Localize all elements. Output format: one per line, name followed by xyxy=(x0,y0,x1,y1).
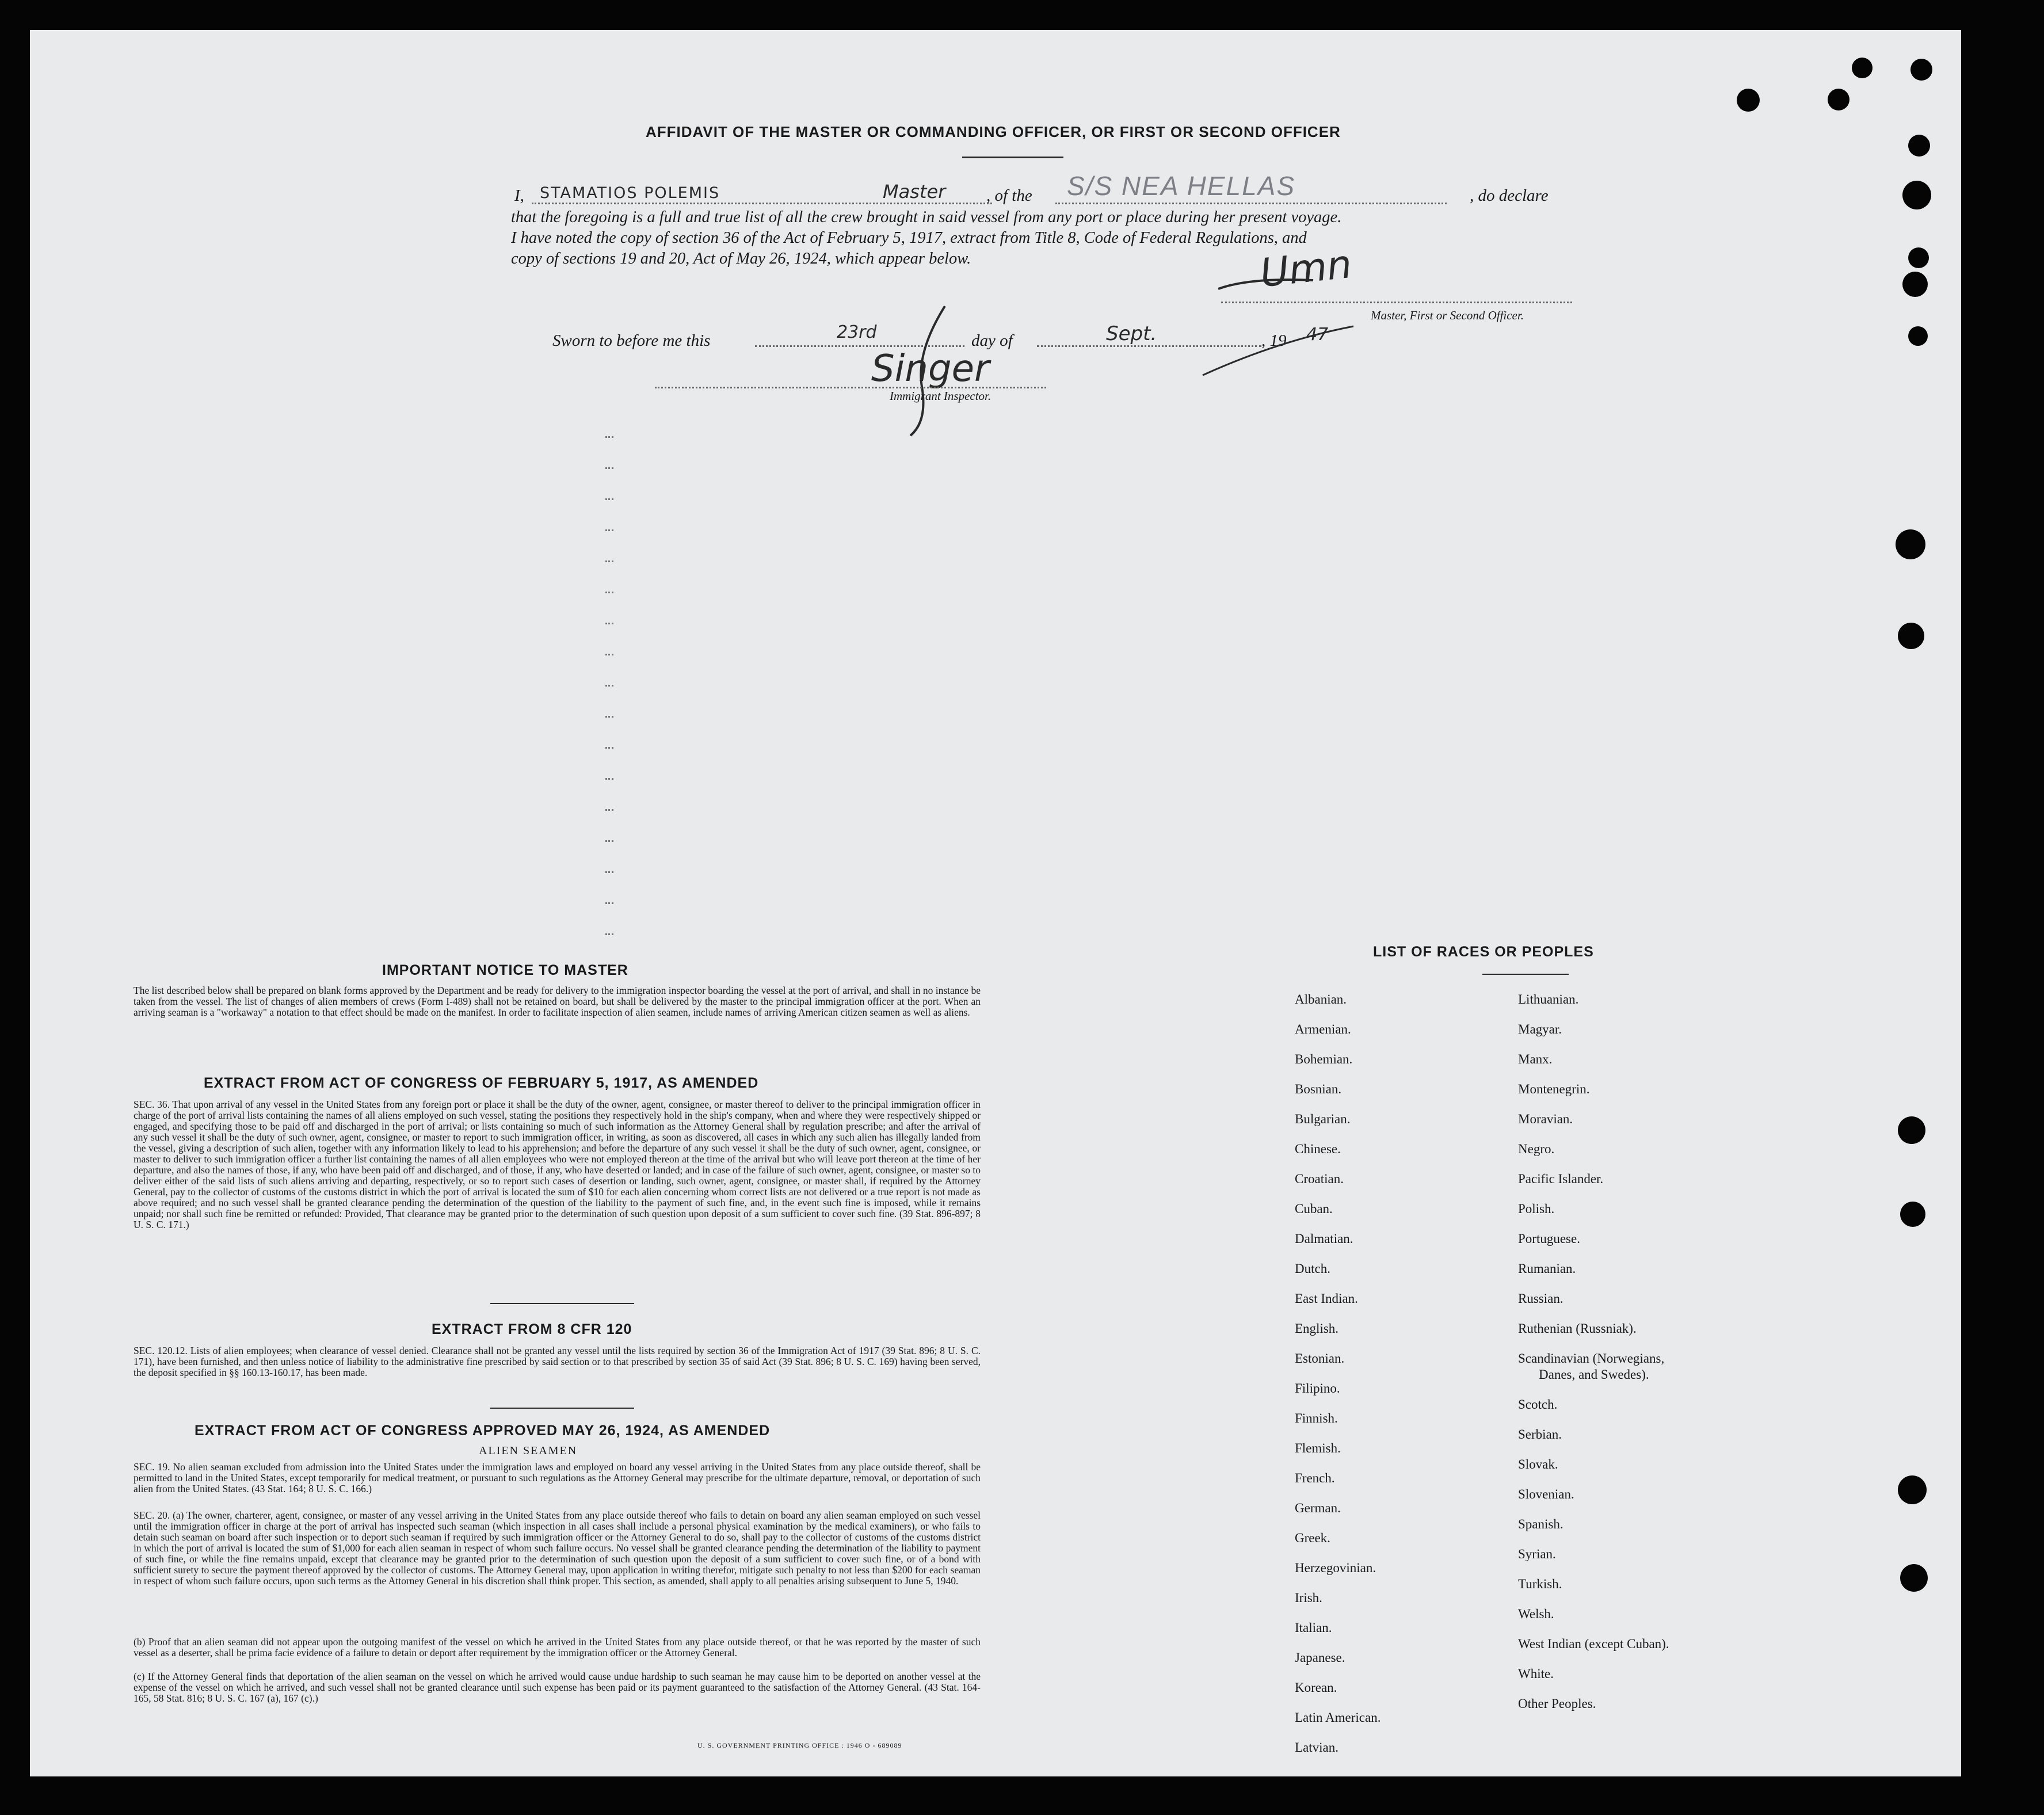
name-blank xyxy=(532,203,992,204)
race-item: Estonian. xyxy=(1295,1351,1345,1366)
race-item: Flemish. xyxy=(1295,1441,1341,1455)
gpo-imprint: U. S. GOVERNMENT PRINTING OFFICE : 1946 O - 689089 xyxy=(697,1741,902,1749)
extract-1924-subtitle: ALIEN SEAMEN xyxy=(479,1444,578,1457)
punch-hole xyxy=(1908,135,1930,157)
race-item: Slovenian. xyxy=(1518,1487,1574,1501)
race-item: Dalmatian. xyxy=(1295,1231,1353,1246)
signature-flourish xyxy=(1215,266,1319,295)
race-item: Albanian. xyxy=(1295,992,1347,1006)
punch-hole xyxy=(1737,89,1760,112)
punch-hole xyxy=(1908,326,1928,346)
inspector-flourish xyxy=(882,300,951,439)
tick-mark xyxy=(605,529,613,531)
race-item: French. xyxy=(1295,1471,1335,1485)
punch-hole xyxy=(1898,1116,1925,1144)
tick-mark xyxy=(605,498,613,500)
day-of-label: day of xyxy=(971,331,1013,350)
sworn-label: Sworn to before me this xyxy=(552,331,711,350)
race-item: Italian. xyxy=(1295,1620,1332,1635)
extract-8cfr-body: SEC. 120.12. Lists of alien employees; when clearance of vessel denied. Clearance shall not be granted any vessel until the lists required by section 36 of the Immigration Act of 1917 (39 Stat. 896; 8 U. S. C. 171), have been furnished, and then unless notice of liability to the administrative fine prescribed by said section or to that prescribed by section 35 of said Act (39 Stat. 896; 8 U. S. C. 169) having been served, the deposit specified in §§ 160.13-160.17, has been made. xyxy=(134,1345,981,1378)
tick-mark xyxy=(605,840,613,842)
race-item: Dutch. xyxy=(1295,1261,1330,1276)
race-item: Japanese. xyxy=(1295,1650,1345,1665)
affidavit-title: AFFIDAVIT OF THE MASTER OR COMMANDING OFFICER, OR FIRST OR SECOND OFFICER xyxy=(646,123,1341,140)
race-item: Lithuanian. xyxy=(1518,992,1579,1006)
year-value: 47 xyxy=(1306,325,1329,345)
race-item: Manx. xyxy=(1518,1052,1553,1066)
inspector-caption: Immigrant Inspector. xyxy=(890,389,992,403)
race-item: Ruthenian (Russniak). xyxy=(1518,1321,1637,1336)
month-value: Sept. xyxy=(1106,322,1157,345)
race-item: Pacific Islander. xyxy=(1518,1172,1604,1186)
section-divider xyxy=(490,1408,634,1409)
race-item: Bohemian. xyxy=(1295,1052,1353,1066)
race-item: Latvian. xyxy=(1295,1740,1338,1755)
race-item: Scotch. xyxy=(1518,1397,1558,1412)
punch-hole xyxy=(1902,272,1928,297)
punch-hole xyxy=(1900,1564,1928,1592)
race-item: Turkish. xyxy=(1518,1577,1562,1591)
punch-hole xyxy=(1828,89,1849,110)
officer-signature: Umn xyxy=(1258,241,1354,297)
race-item: Cuban. xyxy=(1295,1202,1333,1216)
tick-mark xyxy=(605,778,613,780)
race-item: Rumanian. xyxy=(1518,1261,1576,1276)
race-item: Other Peoples. xyxy=(1518,1696,1596,1711)
title-divider xyxy=(962,157,1063,158)
race-item: English. xyxy=(1295,1321,1339,1336)
race-item: Syrian. xyxy=(1518,1547,1556,1561)
race-item: Bosnian. xyxy=(1295,1082,1342,1096)
sec20c-body: (c) If the Attorney General finds that deportation of the alien seaman on the vessel on which he arrived would cause undue hardship to such seaman he may cause him to be deported on another vessel at the expense of the vessel on which he arrived, and such vessel shall not be granted clearance until such expense has been paid or its payment guaranteed to the satisfaction of the Attorney General. (43 Stat. 164-165, 58 Stat. 816; 8 U. S. C. 167 (a), 167 (c).) xyxy=(134,1671,981,1704)
year-prefix: , 19 xyxy=(1261,331,1287,350)
race-item: Finnish. xyxy=(1295,1411,1338,1425)
race-item: Danes, and Swedes). xyxy=(1539,1367,1649,1382)
inspector-signature: Singer xyxy=(871,348,990,390)
notice-title: IMPORTANT NOTICE TO MASTER xyxy=(382,962,628,978)
race-item: Croatian. xyxy=(1295,1172,1344,1186)
race-item: German. xyxy=(1295,1501,1341,1515)
race-item: Greek. xyxy=(1295,1531,1330,1545)
races-divider xyxy=(1482,974,1569,975)
race-item: Slovak. xyxy=(1518,1457,1558,1471)
extract-8cfr-title: EXTRACT FROM 8 CFR 120 xyxy=(432,1321,632,1337)
race-item: Welsh. xyxy=(1518,1607,1554,1621)
rank-value: Master xyxy=(883,181,946,203)
affidavit-line2: that the foregoing is a full and true list of all the crew brought in said vessel from any port or place during her present voyage. xyxy=(511,208,1342,226)
declarant-prefix: I, xyxy=(514,186,524,205)
punch-hole xyxy=(1852,58,1873,78)
race-item: East Indian. xyxy=(1295,1291,1358,1306)
notice-body: The list described below shall be prepared on blank forms approved by the Department and be ready for delivery to the immigration inspector boarding the vessel at the port of arrival, and shall in no instance be taken from the vessel. The list of changes of alien members of crews (Form I-489) shall not be retained on board, but shall be delivered by the master to the principal immigration officer at the port. When an arriving seaman is a "workaway" a notation to that effect should be made on the manifest. In order to facilitate inspection of alien seamen, include names of arriving American citizen seamen as well as aliens. xyxy=(134,985,981,1018)
punch-hole xyxy=(1900,1202,1925,1227)
do-declare-label: , do declare xyxy=(1470,186,1549,205)
tick-mark xyxy=(605,809,613,811)
punch-hole xyxy=(1898,623,1924,649)
race-item: Herzegovinian. xyxy=(1295,1561,1376,1575)
tick-mark xyxy=(605,623,613,624)
tick-mark xyxy=(605,654,613,655)
race-item: Russian. xyxy=(1518,1291,1563,1306)
sec20a-body: SEC. 20. (a) The owner, charterer, agent, consignee, or master of any vessel arriving in the United States from any place outside thereof who fails to detain on board any alien seaman employed on such vessel until the immigration officer in charge at the port of arrival has inspected such seaman (which inspection in all cases shall include a personal physical examination by the medical examiners), or who fails to detain such seaman on board after such inspection or to deport such seaman if required by such immigration officer or the Attorney General to do so, shall pay to the collector of customs of the customs district in which the port of arrival is located the sum of $1,000 for each alien seaman in respect of whom such failure occurs. No vessel shall be granted clearance pending the determination of the liability to payment of such fine, or while the fine remains unpaid, except that clearance may be granted prior to the determination of such question upon the deposit of a sum sufficient to cover such fine, or of a bond with sufficient surety to secure the payment thereof approved by the collector of customs. The Attorney General may, upon application in writing therefor, mitigate such penalty to not less than $200 for each seaman in respect of whom such failure occurs, upon such terms as the Attorney General in his discretion shall think proper. This section, as amended, shall apply to all penalties arising subsequent to June 5, 1940. xyxy=(134,1509,981,1587)
officer-caption: Master, First or Second Officer. xyxy=(1371,308,1524,322)
races-title: LIST OF RACES OR PEOPLES xyxy=(1373,944,1594,960)
race-item: Scandinavian (Norwegians, xyxy=(1518,1351,1665,1366)
punch-hole xyxy=(1898,1475,1927,1504)
race-item: Filipino. xyxy=(1295,1381,1340,1395)
tick-mark xyxy=(605,747,613,749)
race-item: Korean. xyxy=(1295,1680,1337,1695)
race-item: Moravian. xyxy=(1518,1112,1573,1126)
tick-mark xyxy=(605,592,613,593)
tick-mark xyxy=(605,933,613,935)
sec20b-body: (b) Proof that an alien seaman did not appear upon the outgoing manifest of the vessel on which he arrived in the United States from any place outside thereof, or that he was reported by the master of such vessel as a deserter, shall be prima facie evidence of a failure to detain or deport after requirement by the immigration officer or the Attorney General. xyxy=(134,1636,981,1658)
race-item: White. xyxy=(1518,1667,1554,1681)
tick-mark xyxy=(605,685,613,687)
affidavit-line1 xyxy=(514,171,1585,205)
race-item: Montenegrin. xyxy=(1518,1082,1590,1096)
tick-mark xyxy=(605,716,613,718)
affidavit-line4: copy of sections 19 and 20, Act of May 26, 1924, which appear below. xyxy=(511,250,971,268)
extract-1924-title: EXTRACT FROM ACT OF CONGRESS APPROVED MAY 26, 1924, AS AMENDED xyxy=(195,1423,771,1439)
race-item: Spanish. xyxy=(1518,1517,1563,1531)
punch-hole xyxy=(1896,529,1925,559)
inspector-signature-line xyxy=(655,387,1046,388)
punch-hole xyxy=(1910,59,1932,81)
race-item: Latin American. xyxy=(1295,1710,1381,1725)
race-item: Portuguese. xyxy=(1518,1231,1580,1246)
tick-mark xyxy=(605,436,613,438)
day-value: 23rd xyxy=(837,322,877,342)
date-stroke xyxy=(1198,318,1359,381)
document-page xyxy=(30,30,1961,1776)
race-item: Polish. xyxy=(1518,1202,1555,1216)
sec19-body: SEC. 19. No alien seaman excluded from admission into the United States under the immigration laws and employed on board any vessel arriving in the United States from any place outside thereof, shall be permitted to land in the United States, except temporarily for medical treatment, or pursuant to such regulations as the Attorney General may prescribe for the ultimate departure, removal, or deportation of such alien from the United States. (43 Stat. 164; 8 U. S. C. 166.) xyxy=(134,1461,981,1494)
tick-mark xyxy=(605,871,613,873)
master-name: STAMATIOS POLEMIS xyxy=(540,184,720,202)
of-the-label: , of the xyxy=(986,186,1032,205)
tick-mark xyxy=(605,467,613,469)
race-item: West Indian (except Cuban). xyxy=(1518,1637,1669,1651)
extract-1917-title: EXTRACT FROM ACT OF CONGRESS OF FEBRUARY 5, 1917, AS AMENDED xyxy=(204,1075,759,1091)
extract-1917-body: SEC. 36. That upon arrival of any vessel in the United States from any foreign port or place it shall be the duty of the owner, agent, consignee, or master thereof to deliver to the principal immigration officer in charge of the port of arrival lists containing the names of all aliens employed on such vessel, stating the positions they respectively hold in the ship's company, when and where they were respectively shipped or engaged, and specifying those to be paid off and discharged in the port of arrival; or lists containing so much of such information as the Attorney General shall by regulation prescribe; and after the arrival of any such vessel it shall be the duty of such owner, agent, consignee, or master to report to such immigration officer, in writing, as soon as discovered, all cases in which any such alien has illegally landed from the vessel, giving a description of such alien, together with any information likely to lead to his apprehension; and before the departure of any such vessel it shall be the duty of such owner, agent, consignee, or master to deliver to such immigration officer a further list containing the names of all alien employees who were not employed thereon at the time of the arrival but who will leave port thereon at the time of her departure, and also the names of those, if any, who have been paid off and discharged, and of those, if any, who have deserted or landed; and in case of the failure of such owner, agent, consignee, or master so to deliver either of the said lists of such aliens arriving and departing, respectively, or so to report such cases of desertion or landing, such owner, agent, consignee, or master shall, if required by the Attorney General, pay to the collector of customs of the customs district in which the port of arrival is located the sum of $10 for each alien concerning whom correct lists are not delivered or a true report is not made as above required; and no such vessel shall be granted clearance pending the determination of the question of the liability to the payment of such fine, and, in the event such fine is imposed, while it remains unpaid; nor shall such fine be remitted or refunded: Provided, That clearance may be granted prior to the determination of such question upon deposit of a sum sufficient to cover such fine. (39 Stat. 896-897; 8 U. S. C. 171.) xyxy=(134,1099,981,1230)
officer-signature-line xyxy=(1221,302,1572,303)
tick-mark xyxy=(605,902,613,904)
punch-hole xyxy=(1908,247,1929,268)
affidavit-line3: I have noted the copy of section 36 of the Act of February 5, 1917, extract from Title 8, Code of Federal Regulations, and xyxy=(511,229,1307,247)
race-item: Bulgarian. xyxy=(1295,1112,1351,1126)
race-item: Irish. xyxy=(1295,1591,1322,1605)
race-item: Chinese. xyxy=(1295,1142,1341,1156)
vessel-stamp: S/S NEA HELLAS xyxy=(1067,171,1296,201)
race-item: Negro. xyxy=(1518,1142,1555,1156)
tick-mark xyxy=(605,560,613,562)
section-divider xyxy=(490,1303,634,1304)
punch-hole xyxy=(1902,181,1931,209)
race-item: Serbian. xyxy=(1518,1427,1562,1442)
race-item: Armenian. xyxy=(1295,1022,1351,1036)
vessel-blank xyxy=(1055,203,1447,204)
race-item: Magyar. xyxy=(1518,1022,1562,1036)
